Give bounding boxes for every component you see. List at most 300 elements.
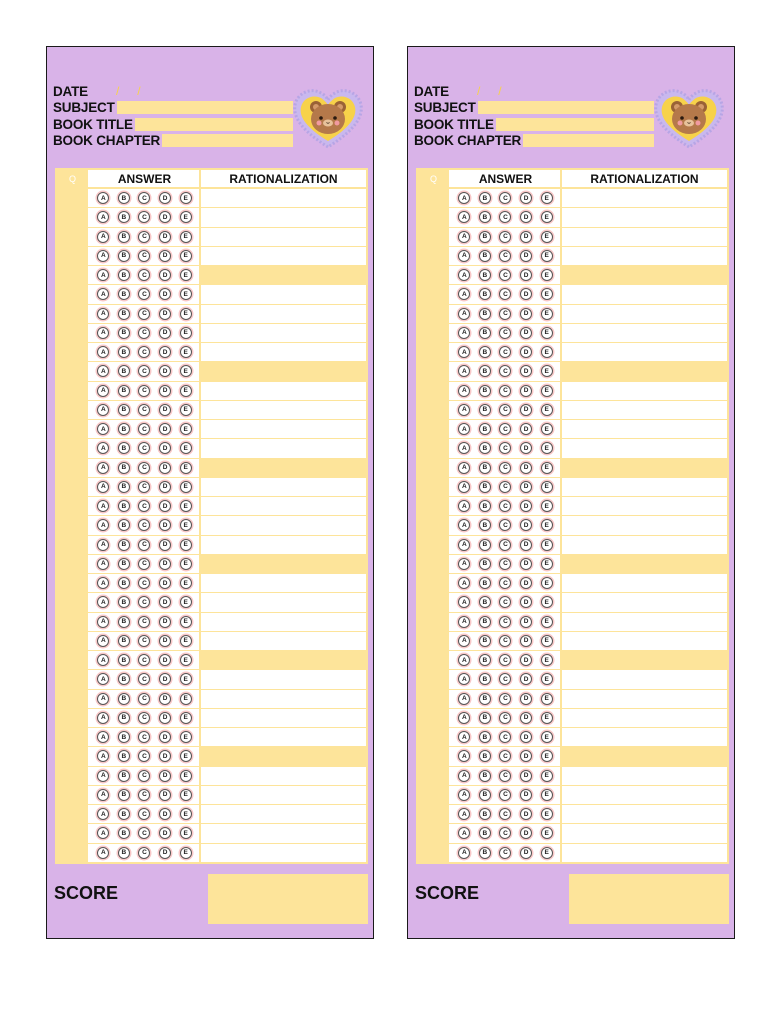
choice-bubble[interactable]: E xyxy=(541,770,553,782)
question-number-cell[interactable] xyxy=(418,747,451,765)
rationalization-cell[interactable] xyxy=(562,728,727,746)
question-number-cell[interactable] xyxy=(57,266,90,284)
choice-bubble[interactable]: C xyxy=(499,770,511,782)
choice-bubble[interactable]: D xyxy=(520,423,532,435)
question-number-cell[interactable] xyxy=(418,247,451,265)
choice-bubble[interactable]: A xyxy=(97,423,109,435)
question-number-cell[interactable] xyxy=(418,651,451,669)
choice-bubble[interactable]: A xyxy=(458,423,470,435)
choice-bubble[interactable]: D xyxy=(159,519,171,531)
choice-bubble[interactable]: B xyxy=(479,442,491,454)
choice-bubble[interactable]: A xyxy=(97,462,109,474)
choice-bubble[interactable]: A xyxy=(97,577,109,589)
choice-bubble[interactable]: E xyxy=(541,269,553,281)
choice-bubble[interactable]: E xyxy=(180,346,192,358)
question-number-cell[interactable] xyxy=(418,343,451,361)
choice-bubble[interactable]: C xyxy=(138,596,150,608)
rationalization-cell[interactable] xyxy=(562,497,727,515)
book-title-field[interactable] xyxy=(135,118,293,131)
choice-bubble[interactable]: A xyxy=(97,712,109,724)
choice-bubble[interactable]: C xyxy=(499,750,511,762)
rationalization-cell[interactable] xyxy=(562,651,727,669)
question-number-cell[interactable] xyxy=(57,362,90,380)
choice-bubble[interactable]: B xyxy=(479,385,491,397)
choice-bubble[interactable]: C xyxy=(138,481,150,493)
choice-bubble[interactable]: C xyxy=(138,827,150,839)
choice-bubble[interactable]: D xyxy=(159,481,171,493)
choice-bubble[interactable]: B xyxy=(118,808,130,820)
choice-bubble[interactable]: C xyxy=(499,654,511,666)
choice-bubble[interactable]: A xyxy=(97,327,109,339)
choice-bubble[interactable]: E xyxy=(541,327,553,339)
choice-bubble[interactable]: D xyxy=(159,288,171,300)
choice-bubble[interactable]: C xyxy=(499,808,511,820)
choice-bubble[interactable]: C xyxy=(499,308,511,320)
rationalization-cell[interactable] xyxy=(201,613,366,631)
choice-bubble[interactable]: E xyxy=(180,211,192,223)
choice-bubble[interactable]: A xyxy=(97,211,109,223)
choice-bubble[interactable]: A xyxy=(458,481,470,493)
question-number-cell[interactable] xyxy=(418,844,451,862)
choice-bubble[interactable]: D xyxy=(520,827,532,839)
choice-bubble[interactable]: D xyxy=(520,519,532,531)
choice-bubble[interactable]: C xyxy=(499,558,511,570)
choice-bubble[interactable]: B xyxy=(479,269,491,281)
choice-bubble[interactable]: A xyxy=(458,770,470,782)
rationalization-cell[interactable] xyxy=(201,786,366,804)
choice-bubble[interactable]: B xyxy=(479,365,491,377)
rationalization-cell[interactable] xyxy=(201,651,366,669)
question-number-cell[interactable] xyxy=(418,767,451,785)
choice-bubble[interactable]: E xyxy=(541,750,553,762)
choice-bubble[interactable]: A xyxy=(458,558,470,570)
choice-bubble[interactable]: E xyxy=(541,558,553,570)
choice-bubble[interactable]: D xyxy=(159,462,171,474)
choice-bubble[interactable]: C xyxy=(138,616,150,628)
question-number-cell[interactable] xyxy=(418,555,451,573)
choice-bubble[interactable]: D xyxy=(520,385,532,397)
choice-bubble[interactable]: E xyxy=(541,423,553,435)
choice-bubble[interactable]: A xyxy=(458,827,470,839)
choice-bubble[interactable]: D xyxy=(159,404,171,416)
question-number-cell[interactable] xyxy=(418,459,451,477)
choice-bubble[interactable]: E xyxy=(180,770,192,782)
book-title-field[interactable] xyxy=(496,118,654,131)
choice-bubble[interactable]: E xyxy=(180,789,192,801)
choice-bubble[interactable]: B xyxy=(479,693,491,705)
choice-bubble[interactable]: E xyxy=(541,789,553,801)
choice-bubble[interactable]: B xyxy=(479,827,491,839)
choice-bubble[interactable]: A xyxy=(97,731,109,743)
choice-bubble[interactable]: D xyxy=(520,731,532,743)
choice-bubble[interactable]: A xyxy=(458,577,470,589)
choice-bubble[interactable]: E xyxy=(180,192,192,204)
choice-bubble[interactable]: A xyxy=(458,442,470,454)
choice-bubble[interactable]: C xyxy=(138,192,150,204)
choice-bubble[interactable]: A xyxy=(458,693,470,705)
question-number-cell[interactable] xyxy=(418,574,451,592)
rationalization-cell[interactable] xyxy=(201,555,366,573)
choice-bubble[interactable]: C xyxy=(499,635,511,647)
rationalization-cell[interactable] xyxy=(562,362,727,380)
question-number-cell[interactable] xyxy=(57,728,90,746)
choice-bubble[interactable]: B xyxy=(479,731,491,743)
question-number-cell[interactable] xyxy=(57,247,90,265)
choice-bubble[interactable]: B xyxy=(479,808,491,820)
choice-bubble[interactable]: E xyxy=(541,462,553,474)
choice-bubble[interactable]: E xyxy=(541,192,553,204)
choice-bubble[interactable]: D xyxy=(520,211,532,223)
question-number-cell[interactable] xyxy=(418,632,451,650)
choice-bubble[interactable]: D xyxy=(159,827,171,839)
choice-bubble[interactable]: B xyxy=(118,731,130,743)
question-number-cell[interactable] xyxy=(57,208,90,226)
rationalization-cell[interactable] xyxy=(562,516,727,534)
choice-bubble[interactable]: C xyxy=(138,500,150,512)
question-number-cell[interactable] xyxy=(418,420,451,438)
choice-bubble[interactable]: B xyxy=(118,558,130,570)
choice-bubble[interactable]: E xyxy=(180,827,192,839)
choice-bubble[interactable]: C xyxy=(499,731,511,743)
choice-bubble[interactable]: B xyxy=(479,211,491,223)
subject-field[interactable] xyxy=(478,101,654,114)
choice-bubble[interactable]: D xyxy=(159,365,171,377)
choice-bubble[interactable]: E xyxy=(180,654,192,666)
choice-bubble[interactable]: A xyxy=(97,693,109,705)
choice-bubble[interactable]: D xyxy=(520,750,532,762)
choice-bubble[interactable]: C xyxy=(138,654,150,666)
rationalization-cell[interactable] xyxy=(562,805,727,823)
date-field[interactable]: / / xyxy=(115,84,141,99)
choice-bubble[interactable]: E xyxy=(180,616,192,628)
rationalization-cell[interactable] xyxy=(201,497,366,515)
rationalization-cell[interactable] xyxy=(201,805,366,823)
choice-bubble[interactable]: A xyxy=(97,404,109,416)
choice-bubble[interactable]: B xyxy=(479,750,491,762)
question-number-cell[interactable] xyxy=(57,651,90,669)
choice-bubble[interactable]: A xyxy=(97,500,109,512)
question-number-cell[interactable] xyxy=(57,786,90,804)
rationalization-cell[interactable] xyxy=(201,324,366,342)
choice-bubble[interactable]: D xyxy=(520,539,532,551)
choice-bubble[interactable]: A xyxy=(97,308,109,320)
choice-bubble[interactable]: B xyxy=(118,673,130,685)
choice-bubble[interactable]: D xyxy=(159,539,171,551)
choice-bubble[interactable]: C xyxy=(499,577,511,589)
choice-bubble[interactable]: B xyxy=(118,385,130,397)
choice-bubble[interactable]: A xyxy=(97,288,109,300)
choice-bubble[interactable]: C xyxy=(499,288,511,300)
rationalization-cell[interactable] xyxy=(201,401,366,419)
rationalization-cell[interactable] xyxy=(201,459,366,477)
choice-bubble[interactable]: E xyxy=(180,847,192,859)
choice-bubble[interactable]: A xyxy=(97,539,109,551)
question-number-cell[interactable] xyxy=(57,690,90,708)
choice-bubble[interactable]: B xyxy=(118,577,130,589)
choice-bubble[interactable]: A xyxy=(97,365,109,377)
choice-bubble[interactable]: C xyxy=(499,481,511,493)
rationalization-cell[interactable] xyxy=(562,670,727,688)
choice-bubble[interactable]: E xyxy=(541,693,553,705)
rationalization-cell[interactable] xyxy=(201,478,366,496)
rationalization-cell[interactable] xyxy=(201,728,366,746)
choice-bubble[interactable]: C xyxy=(499,423,511,435)
choice-bubble[interactable]: D xyxy=(159,635,171,647)
question-number-cell[interactable] xyxy=(57,285,90,303)
choice-bubble[interactable]: C xyxy=(499,519,511,531)
rationalization-cell[interactable] xyxy=(201,767,366,785)
choice-bubble[interactable]: A xyxy=(97,770,109,782)
choice-bubble[interactable]: C xyxy=(138,327,150,339)
choice-bubble[interactable]: E xyxy=(541,577,553,589)
choice-bubble[interactable]: E xyxy=(180,481,192,493)
question-number-cell[interactable] xyxy=(418,497,451,515)
rationalization-cell[interactable] xyxy=(201,690,366,708)
choice-bubble[interactable]: D xyxy=(520,596,532,608)
question-number-cell[interactable] xyxy=(57,459,90,477)
choice-bubble[interactable]: A xyxy=(458,462,470,474)
choice-bubble[interactable]: C xyxy=(499,231,511,243)
question-number-cell[interactable] xyxy=(57,709,90,727)
choice-bubble[interactable]: E xyxy=(541,539,553,551)
choice-bubble[interactable]: B xyxy=(479,558,491,570)
question-number-cell[interactable] xyxy=(418,285,451,303)
question-number-cell[interactable] xyxy=(57,613,90,631)
choice-bubble[interactable]: E xyxy=(541,808,553,820)
choice-bubble[interactable]: B xyxy=(118,635,130,647)
choice-bubble[interactable]: A xyxy=(458,654,470,666)
rationalization-cell[interactable] xyxy=(201,593,366,611)
choice-bubble[interactable]: A xyxy=(97,250,109,262)
choice-bubble[interactable]: A xyxy=(458,500,470,512)
choice-bubble[interactable]: D xyxy=(520,789,532,801)
choice-bubble[interactable]: C xyxy=(138,519,150,531)
rationalization-cell[interactable] xyxy=(562,382,727,400)
choice-bubble[interactable]: C xyxy=(138,346,150,358)
question-number-cell[interactable] xyxy=(418,208,451,226)
choice-bubble[interactable]: C xyxy=(138,308,150,320)
choice-bubble[interactable]: A xyxy=(97,673,109,685)
choice-bubble[interactable]: B xyxy=(118,250,130,262)
choice-bubble[interactable]: A xyxy=(97,808,109,820)
choice-bubble[interactable]: C xyxy=(138,250,150,262)
choice-bubble[interactable]: B xyxy=(479,596,491,608)
choice-bubble[interactable]: B xyxy=(118,616,130,628)
choice-bubble[interactable]: C xyxy=(138,770,150,782)
question-number-cell[interactable] xyxy=(57,516,90,534)
choice-bubble[interactable]: E xyxy=(541,481,553,493)
choice-bubble[interactable]: B xyxy=(118,231,130,243)
choice-bubble[interactable]: D xyxy=(520,654,532,666)
question-number-cell[interactable] xyxy=(418,728,451,746)
rationalization-cell[interactable] xyxy=(201,382,366,400)
rationalization-cell[interactable] xyxy=(201,516,366,534)
choice-bubble[interactable]: E xyxy=(180,423,192,435)
question-number-cell[interactable] xyxy=(57,228,90,246)
choice-bubble[interactable]: A xyxy=(458,789,470,801)
choice-bubble[interactable]: D xyxy=(520,462,532,474)
choice-bubble[interactable]: B xyxy=(479,423,491,435)
choice-bubble[interactable]: C xyxy=(499,847,511,859)
choice-bubble[interactable]: E xyxy=(180,577,192,589)
rationalization-cell[interactable] xyxy=(562,536,727,554)
choice-bubble[interactable]: A xyxy=(97,827,109,839)
choice-bubble[interactable]: E xyxy=(180,519,192,531)
choice-bubble[interactable]: E xyxy=(541,519,553,531)
question-number-cell[interactable] xyxy=(57,632,90,650)
choice-bubble[interactable]: B xyxy=(118,654,130,666)
choice-bubble[interactable]: D xyxy=(159,308,171,320)
question-number-cell[interactable] xyxy=(418,613,451,631)
choice-bubble[interactable]: B xyxy=(479,616,491,628)
choice-bubble[interactable]: D xyxy=(520,269,532,281)
choice-bubble[interactable]: C xyxy=(499,404,511,416)
rationalization-cell[interactable] xyxy=(562,786,727,804)
choice-bubble[interactable]: D xyxy=(159,442,171,454)
question-number-cell[interactable] xyxy=(57,574,90,592)
choice-bubble[interactable]: C xyxy=(138,365,150,377)
choice-bubble[interactable]: A xyxy=(458,731,470,743)
choice-bubble[interactable]: E xyxy=(541,250,553,262)
choice-bubble[interactable]: A xyxy=(458,365,470,377)
rationalization-cell[interactable] xyxy=(562,420,727,438)
choice-bubble[interactable]: B xyxy=(118,288,130,300)
choice-bubble[interactable]: E xyxy=(541,827,553,839)
rationalization-cell[interactable] xyxy=(562,439,727,457)
choice-bubble[interactable]: D xyxy=(159,789,171,801)
choice-bubble[interactable]: E xyxy=(180,385,192,397)
question-number-cell[interactable] xyxy=(418,189,451,207)
choice-bubble[interactable]: D xyxy=(520,808,532,820)
choice-bubble[interactable]: C xyxy=(138,288,150,300)
choice-bubble[interactable]: C xyxy=(138,462,150,474)
choice-bubble[interactable]: A xyxy=(97,442,109,454)
question-number-cell[interactable] xyxy=(418,266,451,284)
choice-bubble[interactable]: A xyxy=(97,750,109,762)
choice-bubble[interactable]: E xyxy=(541,231,553,243)
choice-bubble[interactable]: E xyxy=(541,288,553,300)
choice-bubble[interactable]: C xyxy=(138,404,150,416)
choice-bubble[interactable]: D xyxy=(520,616,532,628)
question-number-cell[interactable] xyxy=(418,824,451,842)
choice-bubble[interactable]: B xyxy=(479,288,491,300)
choice-bubble[interactable]: C xyxy=(138,808,150,820)
rationalization-cell[interactable] xyxy=(562,285,727,303)
choice-bubble[interactable]: D xyxy=(159,250,171,262)
choice-bubble[interactable]: A xyxy=(458,346,470,358)
rationalization-cell[interactable] xyxy=(201,670,366,688)
choice-bubble[interactable]: A xyxy=(458,539,470,551)
choice-bubble[interactable]: A xyxy=(458,616,470,628)
choice-bubble[interactable]: E xyxy=(541,404,553,416)
question-number-cell[interactable] xyxy=(418,690,451,708)
question-number-cell[interactable] xyxy=(418,439,451,457)
choice-bubble[interactable]: B xyxy=(118,519,130,531)
question-number-cell[interactable] xyxy=(57,536,90,554)
choice-bubble[interactable]: D xyxy=(520,693,532,705)
choice-bubble[interactable]: E xyxy=(180,462,192,474)
question-number-cell[interactable] xyxy=(57,305,90,323)
choice-bubble[interactable]: A xyxy=(97,616,109,628)
choice-bubble[interactable]: A xyxy=(97,385,109,397)
choice-bubble[interactable]: D xyxy=(159,423,171,435)
rationalization-cell[interactable] xyxy=(201,420,366,438)
choice-bubble[interactable]: C xyxy=(138,539,150,551)
choice-bubble[interactable]: E xyxy=(180,365,192,377)
choice-bubble[interactable]: E xyxy=(541,442,553,454)
choice-bubble[interactable]: E xyxy=(180,635,192,647)
choice-bubble[interactable]: C xyxy=(499,365,511,377)
choice-bubble[interactable]: E xyxy=(541,385,553,397)
choice-bubble[interactable]: C xyxy=(499,250,511,262)
choice-bubble[interactable]: E xyxy=(180,442,192,454)
choice-bubble[interactable]: C xyxy=(138,731,150,743)
rationalization-cell[interactable] xyxy=(562,574,727,592)
choice-bubble[interactable]: E xyxy=(541,346,553,358)
choice-bubble[interactable]: B xyxy=(479,635,491,647)
choice-bubble[interactable]: A xyxy=(97,789,109,801)
choice-bubble[interactable]: C xyxy=(499,442,511,454)
choice-bubble[interactable]: B xyxy=(479,327,491,339)
choice-bubble[interactable]: D xyxy=(159,327,171,339)
choice-bubble[interactable]: B xyxy=(118,827,130,839)
choice-bubble[interactable]: D xyxy=(159,211,171,223)
question-number-cell[interactable] xyxy=(57,401,90,419)
book-chapter-field[interactable] xyxy=(523,134,654,147)
choice-bubble[interactable]: D xyxy=(520,442,532,454)
choice-bubble[interactable]: C xyxy=(499,327,511,339)
choice-bubble[interactable]: C xyxy=(138,577,150,589)
rationalization-cell[interactable] xyxy=(201,266,366,284)
rationalization-cell[interactable] xyxy=(562,459,727,477)
question-number-cell[interactable] xyxy=(57,478,90,496)
choice-bubble[interactable]: A xyxy=(458,231,470,243)
choice-bubble[interactable]: B xyxy=(118,365,130,377)
choice-bubble[interactable]: C xyxy=(499,539,511,551)
choice-bubble[interactable]: C xyxy=(138,673,150,685)
choice-bubble[interactable]: D xyxy=(159,731,171,743)
choice-bubble[interactable]: B xyxy=(479,673,491,685)
choice-bubble[interactable]: C xyxy=(499,192,511,204)
question-number-cell[interactable] xyxy=(418,593,451,611)
choice-bubble[interactable]: C xyxy=(499,462,511,474)
choice-bubble[interactable]: D xyxy=(159,192,171,204)
rationalization-cell[interactable] xyxy=(201,747,366,765)
question-number-cell[interactable] xyxy=(418,228,451,246)
choice-bubble[interactable]: E xyxy=(180,558,192,570)
question-number-cell[interactable] xyxy=(57,844,90,862)
rationalization-cell[interactable] xyxy=(562,747,727,765)
choice-bubble[interactable]: C xyxy=(138,693,150,705)
rationalization-cell[interactable] xyxy=(562,189,727,207)
choice-bubble[interactable]: C xyxy=(499,385,511,397)
rationalization-cell[interactable] xyxy=(562,305,727,323)
question-number-cell[interactable] xyxy=(57,324,90,342)
choice-bubble[interactable]: E xyxy=(180,404,192,416)
rationalization-cell[interactable] xyxy=(562,401,727,419)
question-number-cell[interactable] xyxy=(57,420,90,438)
question-number-cell[interactable] xyxy=(418,786,451,804)
choice-bubble[interactable]: A xyxy=(458,250,470,262)
choice-bubble[interactable]: C xyxy=(499,827,511,839)
rationalization-cell[interactable] xyxy=(562,478,727,496)
rationalization-cell[interactable] xyxy=(562,593,727,611)
question-number-cell[interactable] xyxy=(57,805,90,823)
choice-bubble[interactable]: C xyxy=(499,789,511,801)
choice-bubble[interactable]: A xyxy=(97,847,109,859)
choice-bubble[interactable]: B xyxy=(479,404,491,416)
question-number-cell[interactable] xyxy=(57,343,90,361)
